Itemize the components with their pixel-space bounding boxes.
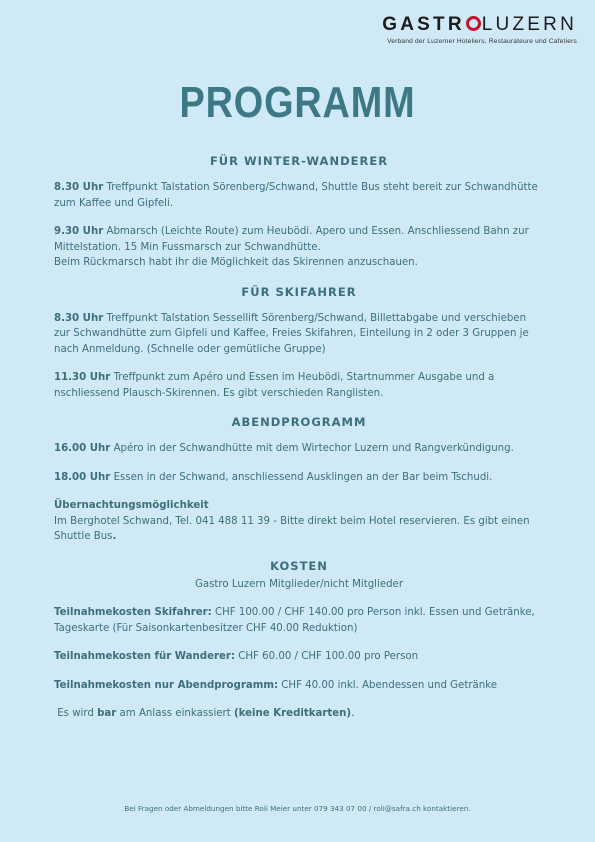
- logo-part-gastro: GASTR: [382, 14, 465, 35]
- page-title: PROGRAMM: [179, 78, 416, 127]
- winter-item-1-time: 8.30 Uhr: [54, 182, 104, 193]
- heading-ski: FÜR SKIFAHRER: [241, 284, 357, 299]
- cash-note-bar: bar: [97, 708, 117, 719]
- cost-ski: [54, 605, 544, 636]
- cash-note-a: Es wird: [54, 708, 98, 719]
- cost-wanderer: [54, 649, 544, 665]
- cash-note-c: am Anlass einkassiert: [116, 708, 234, 719]
- ski-item-1: [54, 311, 544, 358]
- stay-text: Im Berghotel Schwand, Tel. 041 488 11 39 - Bitte direkt beim Hotel reservieren. Es gibt einen Shuttle Bus: [54, 515, 530, 542]
- abend-item-1-text: Apéro in der Schwandhütte mit dem Wirtechor Luzern und Rangverkündigung.: [110, 443, 514, 454]
- logo-part-luzern: LUZERN: [481, 14, 577, 35]
- abend-item-2: [54, 470, 544, 486]
- abend-item-2-text: Essen in der Schwand, anschliessend Ausklingen an der Bar beim Tschudi.: [110, 471, 493, 483]
- cost-ski-label: Teilnahmekosten Skifahrer:: [54, 607, 212, 618]
- winter-item-2-text2: Beim Rückmarsch habt ihr die Möglichkeit das Skirennen anzuschauen.: [54, 257, 418, 268]
- winter-item-1: [54, 180, 544, 211]
- cash-note-dot: .: [351, 708, 355, 719]
- footer-contact: Bei Fragen oder Abmeldungen bitte Roli Meier unter 079 343 07 00 / roli@safra.ch kontaktieren.: [124, 804, 471, 813]
- cost-abend-text: CHF 40.00 inkl. Abendessen und Getränke: [278, 679, 498, 691]
- abend-item-2-time: 18.00 Uhr: [54, 471, 111, 483]
- cost-ski-text: CHF 100.00 / CHF 140.00 pro Person inkl. Essen und Getränke, Tageskarte (Für Saisonkartenbesitzer CHF 40.00 Reduktion): [54, 607, 535, 634]
- cash-note: [54, 706, 544, 722]
- heading-kosten: KOSTEN: [270, 558, 328, 573]
- cash-note-no-cards: (keine Kreditkarten): [233, 708, 352, 719]
- winter-item-2-time: 9.30 Uhr: [54, 226, 104, 237]
- abend-item-1-time: 16.00 Uhr: [54, 443, 111, 454]
- ski-item-1-time: 8.30 Uhr: [54, 312, 104, 324]
- ski-item-2: [54, 370, 544, 401]
- winter-item-1-text: Treffpunkt Talstation Sörenberg/Schwand, Shuttle Bus steht bereit zur Schwandhütte zum Kaffee und Gipfeli.: [54, 182, 538, 209]
- logo-wordmark: [337, 14, 577, 36]
- winter-item-2-text: Abmarsch (Leichte Route) zum Heubödi. Apero und Essen. Anschliessend Bahn zur Mittelstation. 15 Min Fussmarsch zur Schwandhütte.: [54, 226, 529, 253]
- winter-item-2: [54, 224, 544, 271]
- program-content: [54, 154, 544, 735]
- kosten-subtitle: Gastro Luzern Mitglieder/nicht Mitglieder: [194, 578, 404, 590]
- gastro-luzern-logo: [337, 14, 577, 45]
- ski-item-2-text: Treffpunkt zum Apéro und Essen im Heubödi, Startnummer Ausgabe und a nschliessend Plausch-Skirennen. Es gibt verschieden Ranglisten.: [54, 372, 495, 399]
- cost-abend-label: Teilnahmekosten nur Abendprogramm:: [54, 679, 279, 691]
- cost-abend: [54, 678, 544, 694]
- abend-item-1: [54, 441, 544, 457]
- stay-info: [54, 498, 544, 545]
- cost-wanderer-label: Teilnahmekosten für Wanderer:: [54, 651, 236, 662]
- stay-label: Übernachtungsmöglichkeit: [54, 500, 209, 511]
- ski-item-1-text: Treffpunkt Talstation Sessellift Sörenberg/Schwand, Billettabgabe und verschieben zur Schwandhütte zum Gipfeli und Kaffee, Freies Skifahren, Einteilung in 2 oder 3 Gruppen je nach Anmeldung. (Schnelle oder gemütliche Gruppe): [54, 312, 529, 355]
- heading-abend: ABENDPROGRAMM: [231, 415, 367, 429]
- ski-item-2-time: 11.30 Uhr: [54, 372, 111, 383]
- stay-dot: .: [112, 531, 117, 542]
- heading-winter: FÜR WINTER-WANDERER: [209, 154, 389, 168]
- logo-ring-icon: [466, 16, 481, 31]
- logo-subtitle: Verband der Luzerner Hoteliers, Restaurateure und Cafetiers: [387, 38, 577, 45]
- cost-wanderer-text: CHF 60.00 / CHF 100.00 pro Person: [235, 651, 419, 662]
